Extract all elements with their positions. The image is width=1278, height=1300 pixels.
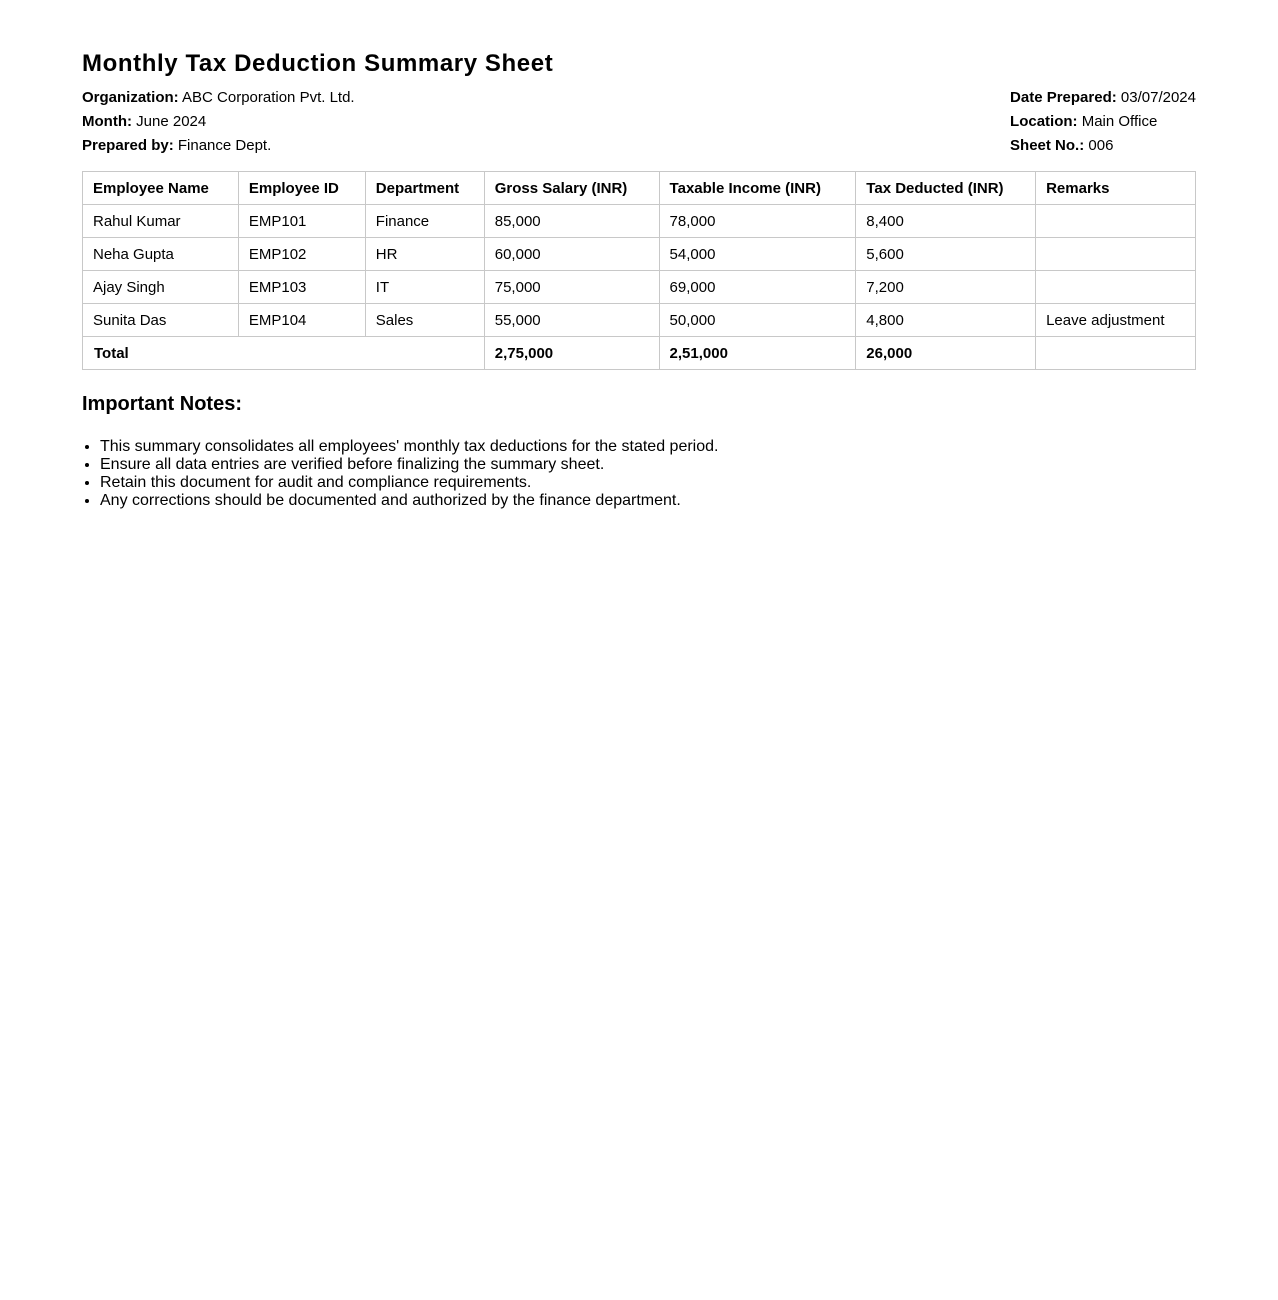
meta-right: [1010, 86, 1196, 158]
cell-department: Finance: [365, 205, 484, 238]
table-header-row: [83, 172, 1196, 205]
meta-location: [1010, 110, 1196, 134]
col-header-employee-name: Employee Name: [83, 172, 239, 205]
meta-date-prepared-value: 03/07/2024: [1120, 89, 1196, 106]
cell-employee-name: Neha Gupta: [83, 238, 239, 271]
cell-remarks: [1036, 271, 1196, 304]
list-item: • Ensure all data entries are verified before finalizing the summary sheet.: [100, 456, 1196, 474]
cell-gross-salary: 85,000: [484, 205, 659, 238]
total-tax-deducted: 26,000: [856, 337, 1036, 370]
meta-sheet-no-value: 006: [1088, 137, 1114, 154]
cell-tax-deducted: 7,200: [856, 271, 1036, 304]
cell-gross-salary: 75,000: [484, 271, 659, 304]
cell-tax-deducted: 5,600: [856, 238, 1036, 271]
cell-employee-id: EMP104: [238, 304, 365, 337]
col-header-department: Department: [365, 172, 484, 205]
table-row: [83, 238, 1196, 271]
table-row: [83, 205, 1196, 238]
cell-taxable-income: 50,000: [659, 304, 856, 337]
cell-department: IT: [365, 271, 484, 304]
meta-month-label: Month:: [82, 113, 132, 130]
cell-department: HR: [365, 238, 484, 271]
cell-remarks: Leave adjustment: [1036, 304, 1196, 337]
meta-prepared-by-value: Finance Dept.: [177, 137, 272, 154]
cell-employee-name: Rahul Kumar: [83, 205, 239, 238]
total-taxable-income: 2,51,000: [659, 337, 856, 370]
meta-month: [82, 110, 355, 134]
meta-organization-label: Organization:: [82, 89, 179, 106]
cell-remarks: [1036, 205, 1196, 238]
table-row: [83, 304, 1196, 337]
col-header-gross-salary: Gross Salary (INR): [484, 172, 659, 205]
list-item: • Retain this document for audit and compliance requirements.: [100, 474, 1196, 492]
cell-tax-deducted: 4,800: [856, 304, 1036, 337]
notes-list: [82, 438, 1196, 510]
tax-summary-table: [82, 171, 1196, 370]
total-label: Total: [83, 337, 485, 370]
notes-heading: Important Notes:: [82, 393, 242, 415]
meta-prepared-by: [82, 134, 355, 158]
meta-month-value: June 2024: [136, 113, 207, 130]
cell-department: Sales: [365, 304, 484, 337]
total-remarks: [1036, 337, 1196, 370]
col-header-taxable-income: Taxable Income (INR): [659, 172, 856, 205]
meta-sheet-no: [1010, 134, 1196, 158]
list-item: • Any corrections should be documented and authorized by the finance department.: [100, 492, 1196, 510]
cell-employee-id: EMP101: [238, 205, 365, 238]
meta-sheet-no-label: Sheet No.:: [1010, 137, 1085, 154]
meta-left: [82, 86, 355, 158]
table-row: [83, 271, 1196, 304]
col-header-remarks: Remarks: [1036, 172, 1196, 205]
cell-employee-id: EMP103: [238, 271, 365, 304]
meta-organization: [82, 86, 355, 110]
cell-gross-salary: 55,000: [484, 304, 659, 337]
document-page: [0, 0, 1278, 510]
document-meta: [82, 86, 1196, 158]
list-item: • This summary consolidates all employees' monthly tax deductions for the stated period.: [100, 438, 1196, 456]
col-header-employee-id: Employee ID: [238, 172, 365, 205]
total-gross-salary: 2,75,000: [484, 337, 659, 370]
col-header-tax-deducted: Tax Deducted (INR): [856, 172, 1036, 205]
meta-location-label: Location:: [1010, 113, 1078, 130]
cell-employee-name: Ajay Singh: [83, 271, 239, 304]
total-row: [83, 337, 1196, 370]
cell-employee-name: Sunita Das: [83, 304, 239, 337]
cell-employee-id: EMP102: [238, 238, 365, 271]
cell-tax-deducted: 8,400: [856, 205, 1036, 238]
cell-gross-salary: 60,000: [484, 238, 659, 271]
cell-taxable-income: 54,000: [659, 238, 856, 271]
cell-taxable-income: 78,000: [659, 205, 856, 238]
meta-date-prepared-label: Date Prepared:: [1010, 89, 1117, 106]
meta-date-prepared: [1010, 86, 1196, 110]
cell-taxable-income: 69,000: [659, 271, 856, 304]
page-title: Monthly Tax Deduction Summary Sheet: [82, 50, 554, 77]
meta-prepared-by-label: Prepared by:: [82, 137, 174, 154]
cell-remarks: [1036, 238, 1196, 271]
meta-location-value: Main Office: [1081, 113, 1158, 130]
meta-organization-value: ABC Corporation Pvt. Ltd.: [182, 89, 355, 106]
